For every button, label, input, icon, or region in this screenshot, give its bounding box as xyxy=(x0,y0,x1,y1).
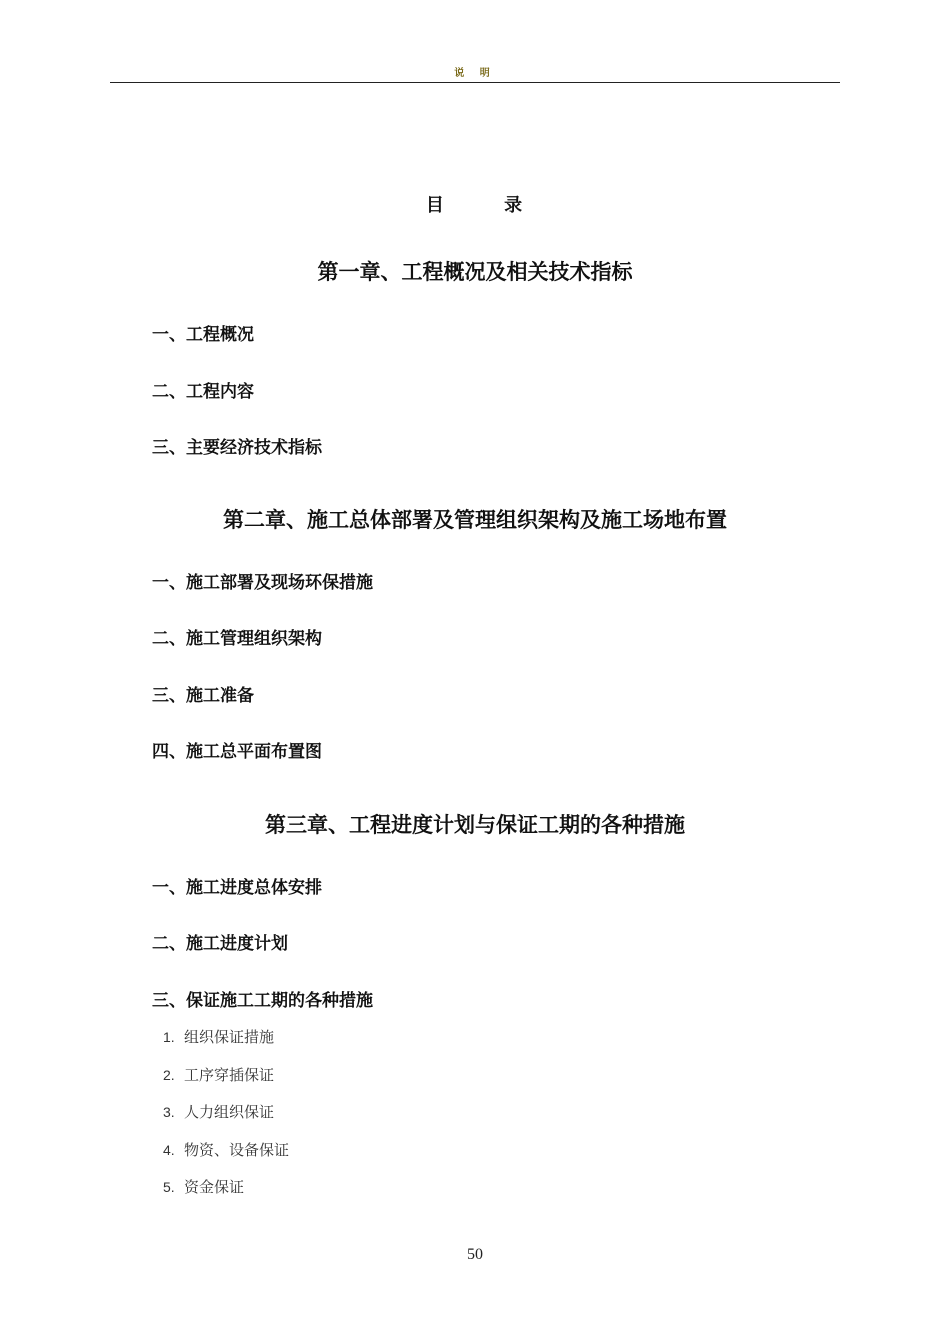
chapter-2-section-4: 四、施工总平面布置图 xyxy=(152,742,322,762)
chapter-3-section-2: 二、施工进度计划 xyxy=(152,934,288,954)
subsection-text: 资金保证 xyxy=(184,1178,245,1196)
toc-title: 目 录 xyxy=(425,195,525,216)
subsection-number: 3. xyxy=(163,1104,175,1120)
subsection-item-4 xyxy=(163,1139,289,1161)
chapter-3-section-1: 一、施工进度总体安排 xyxy=(152,878,322,898)
header-rule xyxy=(110,82,840,83)
chapter-2-section-3: 三、施工准备 xyxy=(152,686,254,706)
chapter-2-title: 第二章、施工总体部署及管理组织架构及施工场地布置 xyxy=(223,508,727,532)
chapter-2-section-2: 二、施工管理组织架构 xyxy=(152,629,322,649)
chapter-1-section-2: 二、工程内容 xyxy=(152,382,254,402)
subsection-number: 2. xyxy=(163,1067,175,1083)
chapter-1-section-3: 三、主要经济技术指标 xyxy=(152,438,322,458)
chapter-3-section-3: 三、保证施工工期的各种措施 xyxy=(152,991,373,1011)
chapter-1-section-1: 一、工程概况 xyxy=(152,325,254,345)
chapter-3-title: 第三章、工程进度计划与保证工期的各种措施 xyxy=(265,813,685,837)
subsection-text: 工序穿插保证 xyxy=(184,1066,275,1084)
subsection-text: 物资、设备保证 xyxy=(184,1141,290,1159)
page-number: 50 xyxy=(467,1246,483,1263)
subsection-text: 人力组织保证 xyxy=(184,1103,275,1121)
subsection-text: 组织保证措施 xyxy=(184,1028,275,1046)
chapter-1-title: 第一章、工程概况及相关技术指标 xyxy=(317,260,633,284)
chapter-2-section-1: 一、施工部署及现场环保措施 xyxy=(152,573,373,593)
running-header: 说 明 xyxy=(454,68,496,79)
subsection-number: 1. xyxy=(163,1029,175,1045)
subsection-number: 5. xyxy=(163,1179,175,1195)
subsection-number: 4. xyxy=(163,1142,175,1158)
subsection-item-1 xyxy=(163,1026,274,1048)
subsection-item-5 xyxy=(163,1176,244,1198)
subsection-item-3 xyxy=(163,1101,274,1123)
subsection-item-2 xyxy=(163,1064,274,1086)
